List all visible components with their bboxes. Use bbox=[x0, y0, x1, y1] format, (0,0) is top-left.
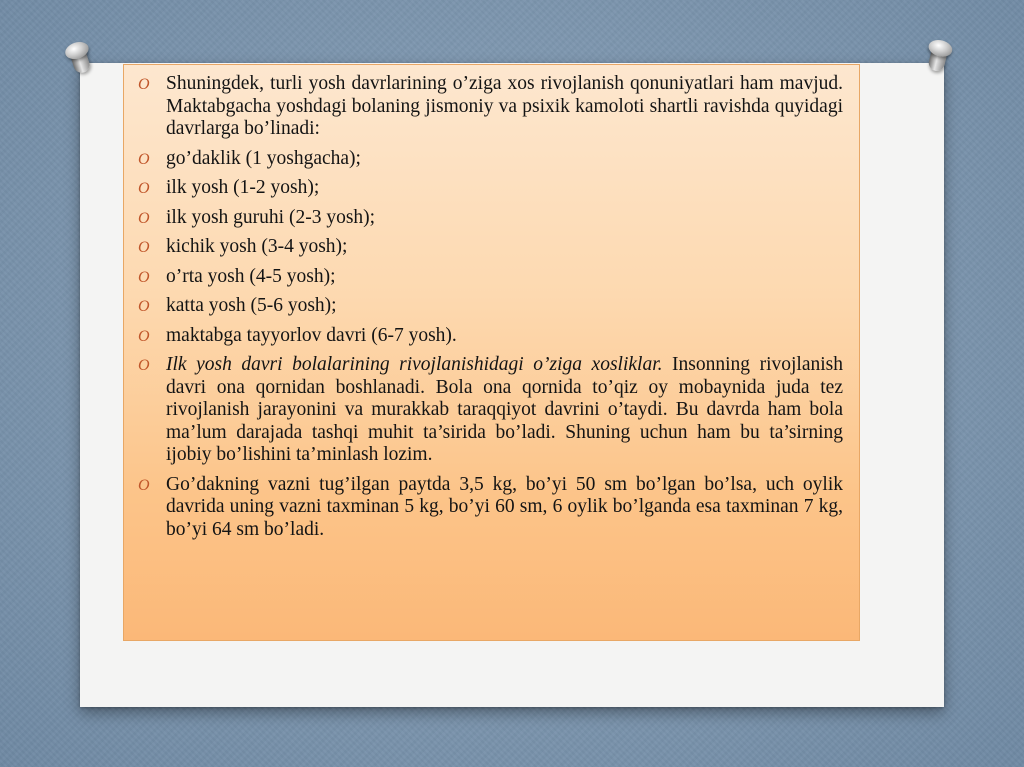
bullet-icon: O bbox=[138, 150, 150, 168]
list-item-text: maktabga tayyorlov davri (6-7 yosh). bbox=[166, 324, 457, 346]
list-item bbox=[138, 325, 843, 348]
bullet-icon: O bbox=[138, 476, 150, 494]
list-item-text: katta yosh (5-6 yosh); bbox=[166, 295, 337, 316]
bullet-icon: O bbox=[138, 209, 150, 227]
list-item bbox=[138, 295, 843, 318]
bullet-icon: O bbox=[138, 76, 150, 93]
bullet-icon: O bbox=[138, 298, 150, 315]
list-item bbox=[138, 148, 843, 171]
bullet-icon: O bbox=[138, 327, 150, 345]
pushpin-right-icon bbox=[920, 37, 956, 79]
list-item bbox=[138, 73, 843, 141]
section-heading: Ilk yosh davri bolalarining rivojlanishidagi o’ziga xosliklar. bbox=[166, 354, 663, 375]
list-item bbox=[138, 266, 843, 289]
list-item-text: Go’dakning vazni tug’ilgan paytda 3,5 kg, bo’yi 50 sm bo’lgan bo’lsa, uch oylik davrida uning vazni taxminan 5 kg, bo’yi 60 sm, 6 oylik bo’lganda esa taxminan 7 kg, bo’yi 64 sm bo’ladi. bbox=[166, 473, 843, 540]
list-item-text: Shuningdek, turli yosh davrlarining o’ziga xos rivojlanish qonuniyatlari ham mavjud. Maktabgacha yoshdagi bolaning jismoniy va psixik kamoloti shartli ravishda quyidagi davrlarga bo’linadi: bbox=[166, 73, 843, 139]
list-item-text: ilk yosh (1-2 yosh); bbox=[166, 177, 320, 198]
list-item bbox=[138, 177, 843, 200]
list-item-text: o’rta yosh (4-5 yosh); bbox=[166, 265, 336, 287]
list-item bbox=[138, 474, 843, 542]
list-item-text: go’daklik (1 yoshgacha); bbox=[166, 147, 361, 169]
bullet-icon: O bbox=[138, 239, 150, 256]
list-item-text: kichik yosh (3-4 yosh); bbox=[166, 236, 348, 257]
bullet-icon: O bbox=[138, 268, 150, 286]
bullet-icon: O bbox=[138, 180, 150, 197]
bullet-list bbox=[138, 73, 843, 541]
content-box bbox=[123, 64, 860, 641]
list-item-text: ilk yosh guruhi (2-3 yosh); bbox=[166, 206, 376, 228]
list-item bbox=[138, 354, 843, 467]
bullet-icon: O bbox=[138, 357, 150, 374]
list-item-text: Insonning rivojlanish davri ona qornidan boshlanadi. Bola ona qornida to’qiz oy mobaynida juda tez rivojlanish jarayonini va murakkab taraqqiyot davrini o’taydi. Bu davrda ham bola ma’lum darajada tashqi muhit ta’sirida bo’ladi. Shuning uchun ham bu ta’sirning ijobiy bo’lishini ta’minlash lozim. bbox=[166, 354, 843, 465]
list-item bbox=[138, 207, 843, 230]
list-item bbox=[138, 236, 843, 259]
